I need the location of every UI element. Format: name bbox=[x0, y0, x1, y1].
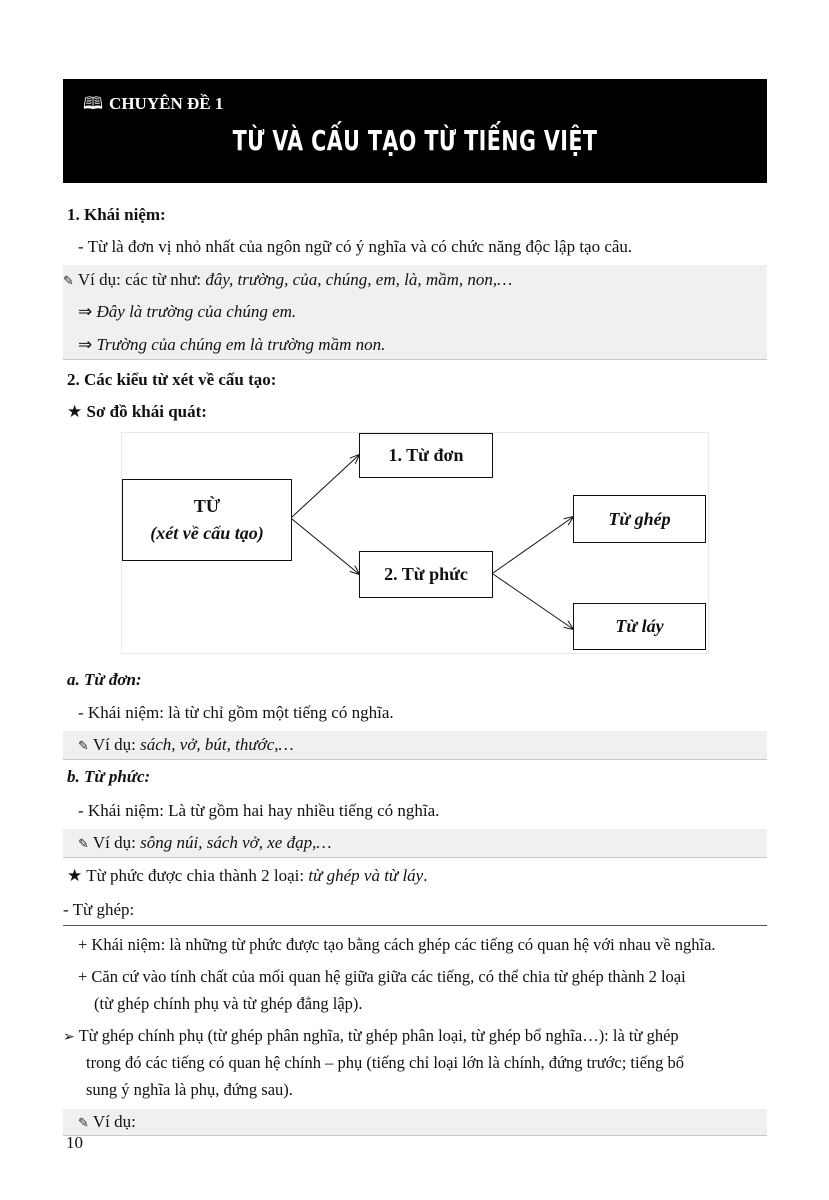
sub-b-example bbox=[78, 833, 331, 853]
sub-b-definition: - Khái niệm: Là từ gồm hai hay nhiều tiếng có nghĩa. bbox=[78, 801, 440, 820]
word-structure-diagram bbox=[121, 432, 709, 654]
example-sentence-1 bbox=[78, 302, 296, 322]
sub-a-definition: - Khái niệm: là từ chỉ gồm một tiếng có nghĩa. bbox=[78, 703, 394, 722]
topic-label-row bbox=[83, 91, 223, 120]
section1-definition: - Từ là đơn vị nhỏ nhất của ngôn ngữ có ý nghĩa và có chức năng độc lập tạo câu. bbox=[78, 237, 633, 256]
compound-point-2b: (từ ghép chính phụ và từ ghép đẳng lập). bbox=[94, 994, 363, 1013]
sub-a-heading: a. Từ đơn: bbox=[67, 670, 142, 689]
split-suffix: . bbox=[423, 866, 428, 885]
chapter-banner bbox=[63, 79, 767, 183]
sentence-text: Trường của chúng em là trường mầm non. bbox=[96, 335, 386, 354]
sub-b-split bbox=[67, 866, 427, 886]
sentence-text: Đây là trường của chúng em. bbox=[96, 302, 297, 321]
arrow-bullet-icon: ➢ bbox=[63, 1029, 75, 1045]
subordinate-line-1 bbox=[63, 1026, 679, 1046]
diagram-label-row bbox=[67, 402, 207, 422]
star-icon: ★ bbox=[67, 402, 83, 422]
compound-label: - Từ ghép: bbox=[63, 900, 135, 919]
chapter-title: TỪ VÀ CẤU TẠO TỪ TIẾNG VIỆT bbox=[232, 124, 598, 157]
example-prefix: Ví dụ: bbox=[92, 735, 141, 754]
pencil-icon: ✎ bbox=[78, 837, 89, 852]
compound-word-node: Từ ghép bbox=[573, 495, 706, 543]
complex-word-node: 2. Từ phức bbox=[359, 551, 493, 598]
pencil-icon: ✎ bbox=[78, 1116, 89, 1131]
arrow-complex-to-reduplicative bbox=[493, 574, 573, 629]
divider bbox=[63, 925, 767, 926]
example-words: đây, trường, của, chúng, em, là, mầm, non,… bbox=[205, 270, 513, 289]
compound-point-1: + Khái niệm: là những từ phức được tạo bằng cách ghép các tiếng có quan hệ với nhau về nghĩa. bbox=[78, 935, 716, 954]
example-prefix: Ví dụ: các từ như: bbox=[77, 270, 206, 289]
subordinate-text: Từ ghép chính phụ (từ ghép phân nghĩa, từ ghép phân loại, từ ghép bổ nghĩa…): là từ ghép bbox=[78, 1026, 679, 1045]
split-italic: từ ghép và từ láy bbox=[308, 866, 424, 885]
example-words: sách, vở, bút, thước,… bbox=[140, 735, 294, 754]
simple-word-node: 1. Từ đơn bbox=[359, 433, 493, 478]
double-arrow-icon: ⇒ bbox=[78, 302, 93, 322]
topic-label: CHUYÊN ĐỀ 1 bbox=[109, 94, 224, 113]
compound-example bbox=[78, 1112, 136, 1132]
example-sentence-2 bbox=[78, 335, 385, 355]
root-node bbox=[122, 479, 292, 561]
pencil-icon: ✎ bbox=[63, 274, 74, 289]
open-book-icon: 🕮 bbox=[83, 94, 104, 114]
pencil-icon: ✎ bbox=[78, 739, 89, 754]
arrow-root-to-complex bbox=[292, 519, 359, 574]
reduplicative-word-node: Từ láy bbox=[573, 603, 706, 650]
arrow-complex-to-compound bbox=[493, 517, 573, 573]
arrow-root-to-simple bbox=[292, 455, 359, 517]
subordinate-line-2: trong đó các tiếng có quan hệ chính – phụ (tiếng chỉ loại lớn là chính, đứng trước; tiếng bổ bbox=[86, 1053, 685, 1072]
sub-b-heading: b. Từ phức: bbox=[67, 767, 151, 786]
subordinate-line-3: sung ý nghĩa là phụ, đứng sau). bbox=[86, 1080, 293, 1099]
example-band-4 bbox=[63, 1109, 767, 1136]
diagram-label: Sơ đồ khái quát: bbox=[86, 402, 207, 421]
root-node-title: TỪ bbox=[193, 496, 221, 516]
split-prefix: Từ phức được chia thành 2 loại: bbox=[86, 866, 309, 885]
compound-point-2a: + Căn cứ vào tính chất của mối quan hệ giữa giữa các tiếng, có thể chia từ ghép thành 2 loại bbox=[78, 967, 686, 986]
example-line bbox=[63, 270, 512, 290]
page-number: 10 bbox=[66, 1133, 83, 1152]
example-words: sông núi, sách vở, xe đạp,… bbox=[140, 833, 332, 852]
section1-heading: 1. Khái niệm: bbox=[67, 205, 166, 224]
root-node-subtitle: (xét về cấu tạo) bbox=[150, 523, 264, 543]
sub-a-example bbox=[78, 735, 294, 755]
star-icon: ★ bbox=[67, 866, 83, 886]
double-arrow-icon: ⇒ bbox=[78, 335, 93, 355]
example-prefix: Ví dụ: bbox=[92, 1112, 136, 1131]
section2-heading: 2. Các kiểu từ xét về cấu tạo: bbox=[67, 370, 277, 389]
example-prefix: Ví dụ: bbox=[92, 833, 141, 852]
